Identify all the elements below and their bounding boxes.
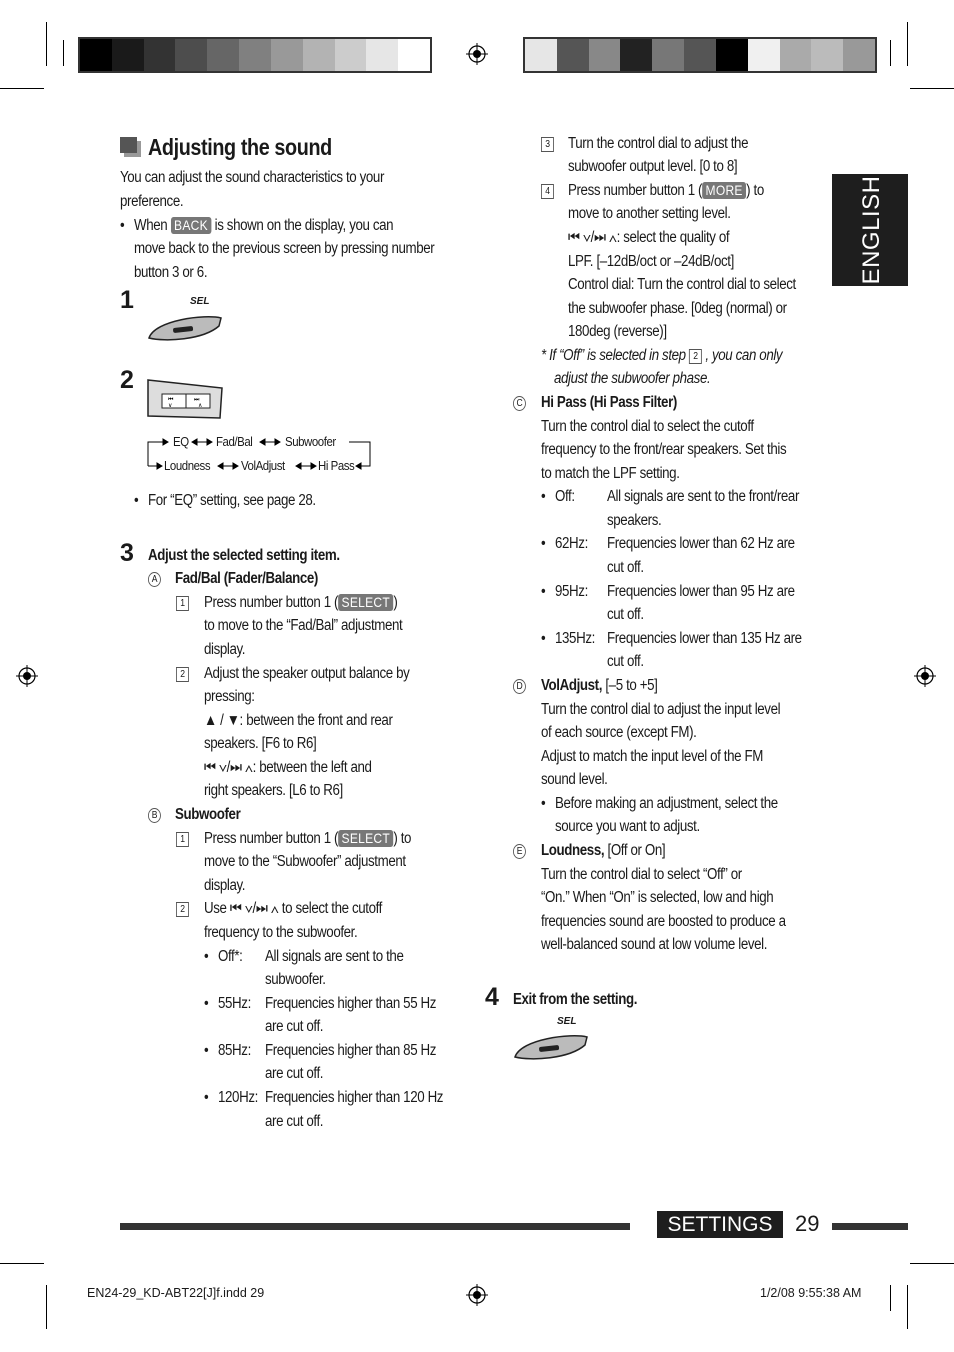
crop-mark <box>907 1285 908 1329</box>
fadbal-step1: Press number button 1 ( SELECT ) <box>204 594 398 611</box>
subwoofer-line: Control dial: Turn the control dial to select <box>568 276 796 293</box>
option-value: Frequencies lower than 135 Hz are <box>607 630 802 647</box>
option-value: Frequencies higher than 55 Hz <box>265 995 437 1012</box>
option-key: Off*: <box>218 948 243 965</box>
option-value: cut off. <box>607 606 644 623</box>
heading-square-icon <box>120 137 137 153</box>
subwoofer-step4: Press number button 1 ( MORE ) to <box>568 182 764 199</box>
print-date: 1/2/08 9:55:38 AM <box>760 1286 862 1300</box>
back-button-label: BACK <box>171 217 212 234</box>
option-bullet: • <box>541 535 546 552</box>
diagram-fadbal: Fad/Bal <box>216 434 253 449</box>
subwoofer-line: move to another setting level. <box>568 205 731 222</box>
crop-mark <box>890 1285 891 1311</box>
subwoofer-line: move to the “Subwoofer” adjustment <box>204 853 406 870</box>
sel-label: SEL <box>557 1016 577 1027</box>
option-value: Frequencies lower than 62 Hz are <box>607 535 795 552</box>
sel-button-icon <box>145 312 225 344</box>
footnote-line: adjust the subwoofer phase. <box>554 370 711 387</box>
step-number: 3 <box>120 539 134 567</box>
svg-text:⏮: ⏮ <box>168 396 174 403</box>
diagram-eq: EQ <box>173 434 189 449</box>
crop-mark <box>46 1285 47 1329</box>
subwoofer-line: the subwoofer phase. [0deg (normal) or <box>568 300 787 317</box>
crop-mark <box>0 88 44 89</box>
option-value: All signals are sent to the <box>265 948 404 965</box>
fadbal-line: ▲ / ▼: between the front and rear <box>204 712 393 729</box>
step-number: 2 <box>120 366 134 394</box>
step-number: 1 <box>120 286 134 314</box>
section-heading: Adjusting the sound <box>148 134 332 160</box>
step-box: 3 <box>541 132 557 156</box>
option-bullet: • <box>541 488 546 505</box>
loudness-line: Turn the control dial to select “Off” or <box>541 866 742 883</box>
fadbal-line: ⏮ ∨/⏭ ∧: between the left and <box>204 759 372 776</box>
step-number: 4 <box>485 983 499 1011</box>
diagram-hipass: Hi Pass <box>318 458 355 473</box>
registration-mark-icon <box>466 43 488 65</box>
back-note-bullet: • <box>120 217 125 234</box>
option-bullet: • <box>204 995 209 1012</box>
registration-mark-icon <box>466 1284 488 1306</box>
step-box: 4 <box>541 179 557 203</box>
voladjust-line: Adjust to match the input level of the FM <box>541 748 763 765</box>
file-info: EN24-29_KD-ABT22[J]f.indd 29 <box>87 1286 265 1300</box>
option-value: are cut off. <box>265 1018 324 1035</box>
marker-a: A <box>148 567 161 591</box>
voladjust-line: Before making an adjustment, select the <box>555 795 778 812</box>
step-box: 2 <box>176 662 192 686</box>
marker-b: B <box>148 803 161 827</box>
fadbal-line: Adjust the speaker output balance by <box>204 665 410 682</box>
fadbal-line: speakers. [F6 to R6] <box>204 735 317 752</box>
intro-line: preference. <box>120 193 184 210</box>
option-value: are cut off. <box>265 1113 324 1130</box>
hipass-line: frequency to the front/rear speakers. Set this <box>541 441 787 458</box>
fadbal-title: Fad/Bal (Fader/Balance) <box>175 570 318 587</box>
hipass-line: Turn the control dial to select the cutoff <box>541 418 754 435</box>
back-note-line: move back to the previous screen by pressing number <box>134 240 435 257</box>
back-note-line: button 3 or 6. <box>134 264 208 281</box>
crop-mark <box>907 22 908 66</box>
diagram-loudness: Loudness <box>164 458 211 473</box>
select-button-label: SELECT <box>338 830 393 847</box>
option-value: All signals are sent to the front/rear <box>607 488 800 505</box>
marker-d: D <box>513 674 526 698</box>
sel-button-icon <box>511 1031 591 1063</box>
crop-mark <box>63 40 64 66</box>
diagram-subwoofer: Subwoofer <box>285 434 336 449</box>
fadbal-line: right speakers. [L6 to R6] <box>204 782 343 799</box>
marker-c: C <box>513 391 526 415</box>
option-value: Frequencies higher than 85 Hz <box>265 1042 437 1059</box>
footnote: * If “Off” is selected in step 2 , you can only <box>541 347 783 364</box>
loudness-line: frequencies sound are boosted to produce a <box>541 913 786 930</box>
option-bullet: • <box>204 948 209 965</box>
fadbal-line: to move to the “Fad/Bal” adjustment <box>204 617 403 634</box>
voladjust-line: source you want to adjust. <box>555 818 700 835</box>
loudness-line: “On.” When “On” is selected, low and high <box>541 889 774 906</box>
option-value: are cut off. <box>265 1065 324 1082</box>
marker-e: E <box>513 839 526 863</box>
option-value: cut off. <box>607 653 644 670</box>
option-value: subwoofer. <box>265 971 326 988</box>
option-key: 95Hz: <box>555 583 588 600</box>
svg-text:⏭: ⏭ <box>194 396 200 403</box>
option-key: 135Hz: <box>555 630 595 647</box>
color-bar-left <box>78 37 432 73</box>
language-label: ENGLISH <box>857 175 885 285</box>
hipass-line: to match the LPF setting. <box>541 465 680 482</box>
crop-mark <box>910 1263 954 1264</box>
option-key: 55Hz: <box>218 995 251 1012</box>
crop-mark <box>890 40 891 66</box>
color-bar-right <box>523 37 877 73</box>
subwoofer-step1: Press number button 1 ( SELECT ) to <box>204 830 412 847</box>
loudness-line: well-balanced sound at low volume level. <box>541 936 768 953</box>
voladjust-line: of each source (except FM). <box>541 724 697 741</box>
option-key: Off: <box>555 488 575 505</box>
voladjust-line: sound level. <box>541 771 608 788</box>
section-label: SETTINGS <box>667 1213 773 1236</box>
more-button-label: MORE <box>702 182 746 199</box>
step-box: 2 <box>176 897 192 921</box>
diagram-voladjust: VolAdjust <box>241 458 285 473</box>
option-key: 85Hz: <box>218 1042 251 1059</box>
subwoofer-line: subwoofer output level. [0 to 8] <box>568 158 738 175</box>
registration-mark-icon <box>16 665 38 687</box>
crop-mark <box>46 22 47 66</box>
option-value: speakers. <box>607 512 662 529</box>
language-tab <box>832 174 908 286</box>
step4-title: Exit from the setting. <box>513 991 638 1008</box>
sel-label: SEL <box>190 296 210 307</box>
svg-text:∧: ∧ <box>198 402 203 409</box>
fadbal-line: display. <box>204 641 246 658</box>
svg-text:∨: ∨ <box>168 402 173 409</box>
option-value: Frequencies higher than 120 Hz <box>265 1089 444 1106</box>
loudness-title: Loudness, [Off or On] <box>541 842 666 859</box>
option-bullet: • <box>204 1042 209 1059</box>
subwoofer-line: LPF. [–12dB/oct or –24dB/oct] <box>568 253 734 270</box>
fadbal-line: pressing: <box>204 688 255 705</box>
option-key: 120Hz: <box>218 1089 258 1106</box>
select-button-label: SELECT <box>338 594 393 611</box>
subwoofer-line: ⏮ ∨/⏭ ∧: select the quality of <box>568 229 730 246</box>
subwoofer-line: Turn the control dial to adjust the <box>568 135 749 152</box>
option-value: cut off. <box>607 559 644 576</box>
crop-mark <box>0 1263 44 1264</box>
voladjust-line: Turn the control dial to adjust the input level <box>541 701 781 718</box>
eq-note-bullet: • <box>134 492 139 509</box>
footer-rule <box>120 1223 630 1230</box>
subwoofer-line: 180deg (reverse)] <box>568 323 667 340</box>
hipass-title: Hi Pass (Hi Pass Filter) <box>541 394 677 411</box>
option-bullet: • <box>541 630 546 647</box>
subwoofer-line: frequency to the subwoofer. <box>204 924 358 941</box>
skip-buttons-icon <box>146 378 226 420</box>
crop-mark <box>910 88 954 89</box>
back-note-line: When BACK is shown on the display, you can <box>134 217 394 234</box>
option-bullet: • <box>541 795 546 812</box>
voladjust-title: VolAdjust, [–5 to +5] <box>541 677 658 694</box>
option-bullet: • <box>204 1089 209 1106</box>
option-key: 62Hz: <box>555 535 588 552</box>
page-number: 29 <box>795 1211 820 1236</box>
step3-title: Adjust the selected setting item. <box>148 547 340 564</box>
step-box: 1 <box>176 827 192 851</box>
option-value: Frequencies lower than 95 Hz are <box>607 583 795 600</box>
section-tab <box>657 1211 783 1238</box>
subwoofer-title: Subwoofer <box>175 806 241 823</box>
step-box: 1 <box>176 591 192 615</box>
footer-rule <box>832 1223 908 1230</box>
subwoofer-line: Use ⏮ ∨/⏭ ∧ to select the cutoff <box>204 900 382 917</box>
registration-mark-icon <box>914 665 936 687</box>
subwoofer-line: display. <box>204 877 246 894</box>
option-bullet: • <box>541 583 546 600</box>
eq-note: For “EQ” setting, see page 28. <box>148 492 316 509</box>
intro-line: You can adjust the sound characteristics to your <box>120 169 384 186</box>
